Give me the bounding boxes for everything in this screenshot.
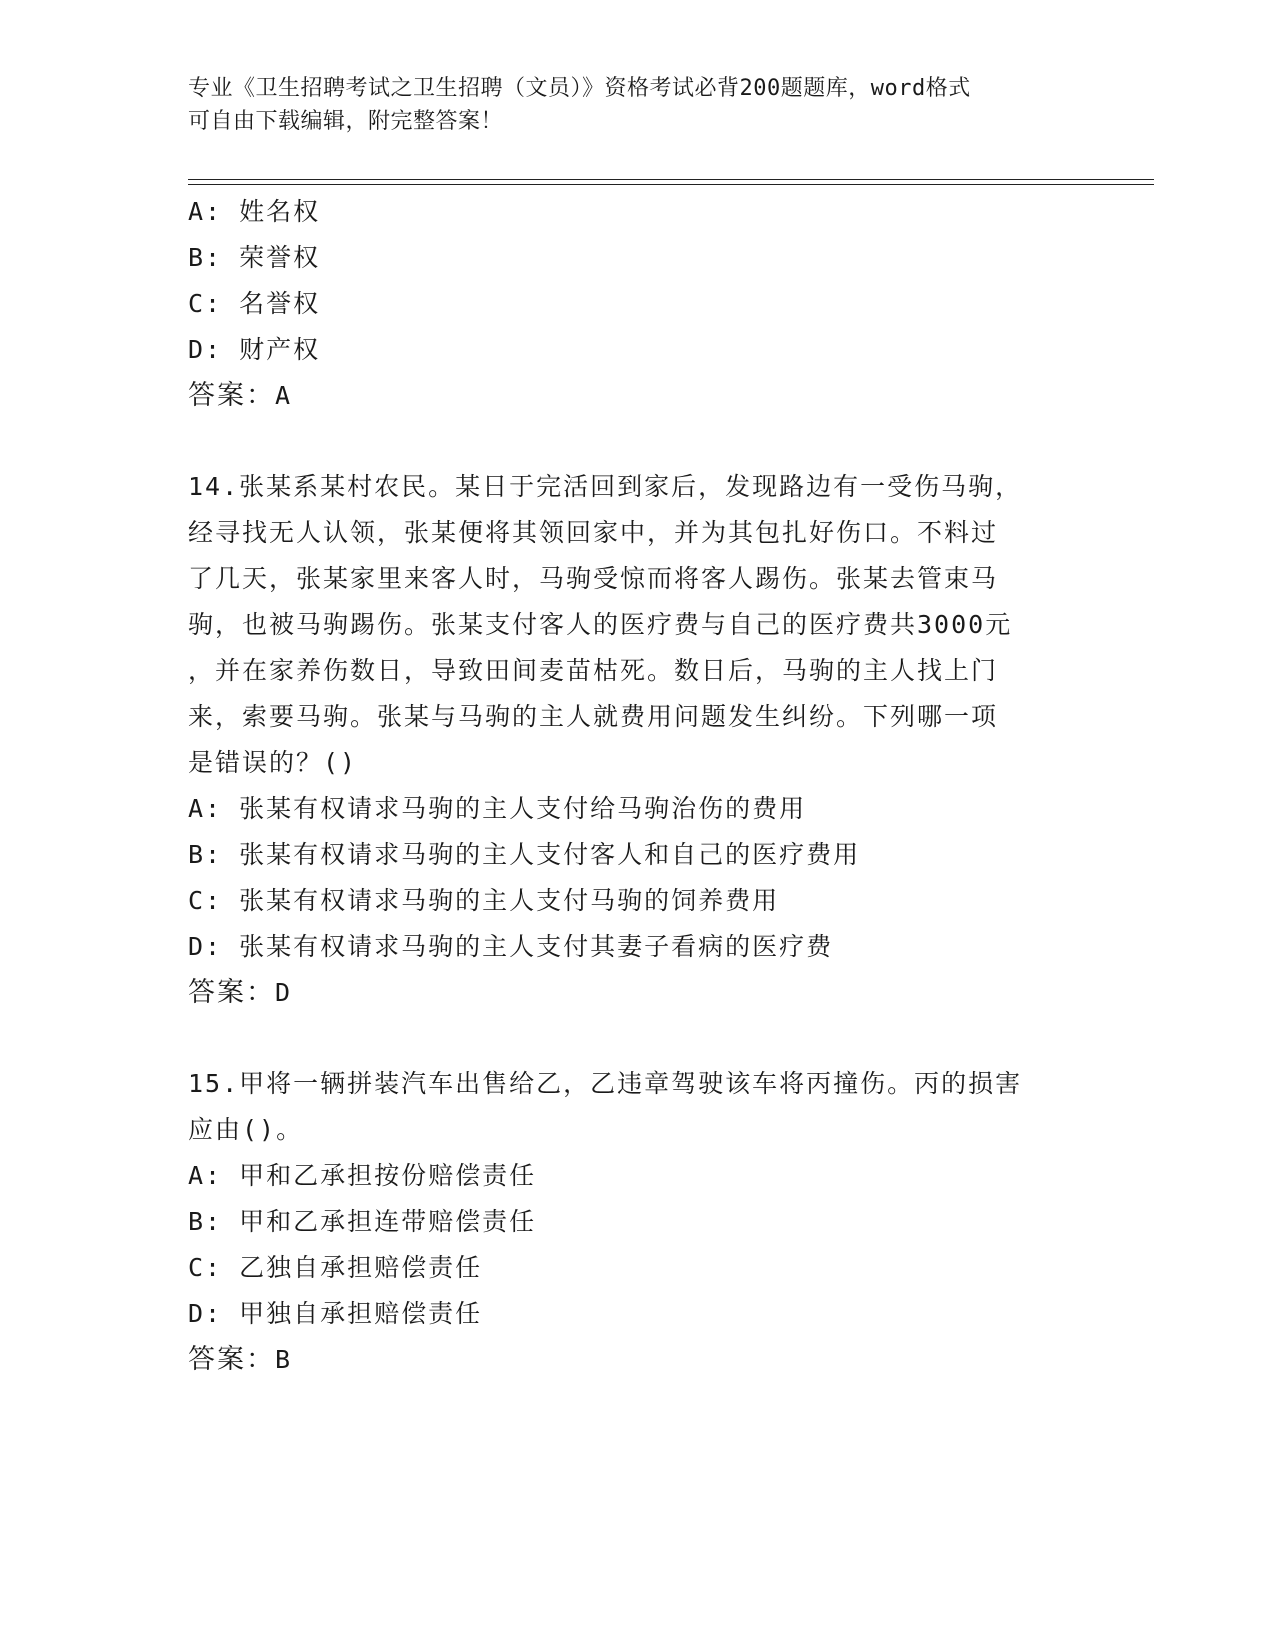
header-line-1: 专业《卫生招聘考试之卫生招聘（文员）》资格考试必背200题题库，word格式 (188, 76, 971, 101)
answer-value: B (275, 1345, 291, 1374)
option-d: D: 财产权 (188, 335, 321, 364)
question-stem-line: 14.张某系某村农民。某日于完活回到家后，发现路边有一受伤马驹， (188, 472, 1023, 501)
option-d: D: 甲独自承担赔偿责任 (188, 1299, 483, 1328)
question-stem-line: 来，索要马驹。张某与马驹的主人就费用问题发生纠纷。下列哪一项 (188, 702, 999, 731)
option-b: B: 荣誉权 (188, 243, 321, 272)
option-a: A: 张某有权请求马驹的主人支付给马驹治伤的费用 (188, 794, 807, 823)
question-stem-line: 应由()。 (188, 1115, 304, 1144)
header-line-2: 可自由下载编辑，附完整答案！ (188, 109, 504, 134)
question-stem-line: 是错误的？() (188, 748, 358, 777)
question-13 (188, 189, 1088, 419)
question-stem-line: 15.甲将一辆拼装汽车出售给乙，乙违章驾驶该车将丙撞伤。丙的损害 (188, 1069, 1023, 1098)
answer-label: 答案： (188, 977, 275, 1008)
header-divider-bottom (188, 184, 1154, 185)
document-body (188, 189, 1088, 1383)
question-stem-line: 驹，也被马驹踢伤。张某支付客人的医疗费与自己的医疗费共3000元 (188, 610, 1013, 639)
option-d: D: 张某有权请求马驹的主人支付其妻子看病的医疗费 (188, 932, 834, 961)
option-a: A: 姓名权 (188, 197, 321, 226)
question-15 (188, 1061, 1088, 1383)
answer-value: D (275, 978, 291, 1007)
question-stem-line: 经寻找无人认领，张某便将其领回家中，并为其包扎好伤口。不料过 (188, 518, 999, 547)
header-divider-top (188, 179, 1154, 180)
question-14 (188, 464, 1088, 1016)
answer-line (188, 970, 1088, 1016)
option-b: B: 张某有权请求马驹的主人支付客人和自己的医疗费用 (188, 840, 861, 869)
question-stem-line: 了几天，张某家里来客人时，马驹受惊而将客人踢伤。张某去管束马 (188, 564, 999, 593)
option-c: C: 名誉权 (188, 289, 321, 318)
answer-line (188, 1337, 1088, 1383)
option-a: A: 甲和乙承担按份赔偿责任 (188, 1161, 537, 1190)
answer-line (188, 373, 1088, 419)
answer-label: 答案： (188, 380, 275, 411)
answer-value: A (275, 381, 291, 410)
option-c: C: 乙独自承担赔偿责任 (188, 1253, 483, 1282)
document-header (188, 72, 1088, 138)
answer-label: 答案： (188, 1344, 275, 1375)
question-stem-line: ，并在家养伤数日，导致田间麦苗枯死。数日后，马驹的主人找上门 (188, 656, 999, 685)
option-c: C: 张某有权请求马驹的主人支付马驹的饲养费用 (188, 886, 780, 915)
option-b: B: 甲和乙承担连带赔偿责任 (188, 1207, 537, 1236)
